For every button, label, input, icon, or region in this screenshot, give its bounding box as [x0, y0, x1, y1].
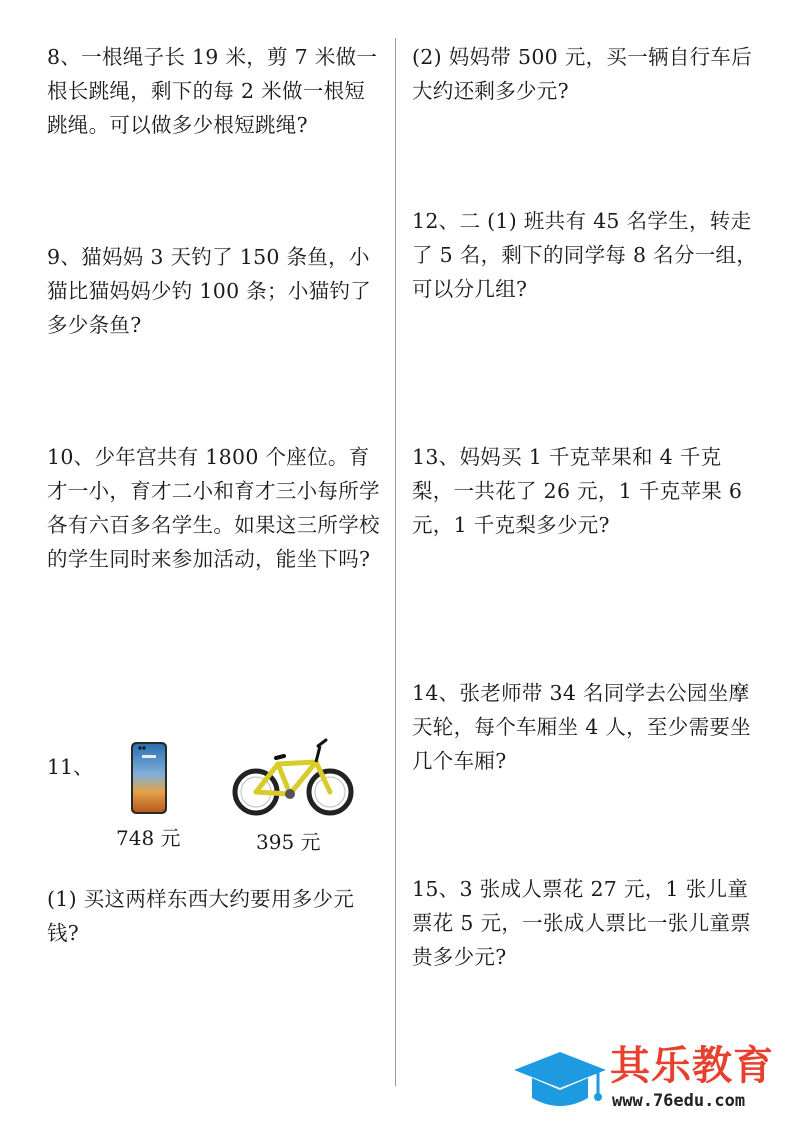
watermark-logo — [510, 1042, 790, 1117]
question-15: 15、3 张成人票花 27 元，1 张儿童票花 5 元，一张成人票比一张儿童票贵多少元? — [412, 877, 751, 969]
bicycle-icon — [230, 736, 356, 818]
column-divider — [395, 38, 396, 1086]
bike-price: 395 元 — [256, 830, 321, 854]
question-11-part-2: (2) 妈妈带 500 元，买一辆自行车后大约还剩多少元? — [412, 45, 753, 103]
question-11-part-1: (1) 买这两样东西大约要用多少元钱? — [47, 887, 355, 945]
question-14: 14、张老师带 34 名同学去公园坐摩天轮，每个车厢坐 4 人，至少需要坐几个车厢? — [412, 681, 751, 773]
question-9: 9、猫妈妈 3 天钓了 150 条鱼，小猫比猫妈妈少钓 100 条；小猫钓了多少条鱼? — [47, 245, 372, 337]
question-11-label: 11、 — [47, 755, 94, 779]
graduation-cap-icon — [510, 1048, 608, 1114]
phone-price: 748 元 — [116, 826, 181, 850]
watermark-url: www.76edu.com — [612, 1091, 746, 1111]
watermark-title: 其乐教育 — [610, 1043, 774, 1089]
question-10: 10、少年宫共有 1800 个座位。育才一小，育才二小和育才三小每所学各有六百多名学生。如果这三所学校的学生同时来参加活动，能坐下吗? — [47, 445, 380, 571]
question-8: 8、一根绳子长 19 米，剪 7 米做一根长跳绳，剩下的每 2 米做一根短跳绳。可以做多少根短跳绳? — [47, 45, 378, 137]
question-12: 12、二 (1) 班共有 45 名学生，转走了 5 名，剩下的同学每 8 名分一组，可以分几组? — [412, 209, 758, 301]
question-13: 13、妈妈买 1 千克苹果和 4 千克梨，一共花了 26 元，1 千克苹果 6 元，1 千克梨多少元? — [412, 445, 743, 537]
smartphone-icon — [130, 741, 168, 815]
